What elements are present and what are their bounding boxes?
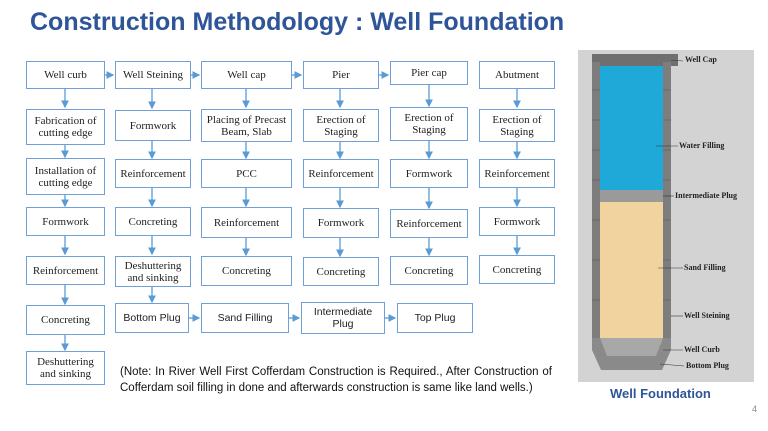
step-reinforcement: Reinforcement: [303, 159, 379, 188]
well-curb-shape: [600, 338, 663, 356]
label-well-steining: Well Steining: [684, 311, 730, 320]
step-formwork: Formwork: [303, 208, 379, 238]
well-foundation-caption: Well Foundation: [610, 386, 711, 401]
page-title: Construction Methodology : Well Foundation: [30, 8, 565, 36]
step-concreting: Concreting: [390, 256, 468, 285]
step-concreting: Concreting: [479, 255, 555, 284]
step-erection-staging: Erection of Staging: [390, 107, 468, 141]
label-well-curb: Well Curb: [684, 345, 720, 354]
step-placing-precast: Placing of Precast Beam, Slab: [201, 109, 292, 142]
water-filling-shape: [600, 66, 663, 190]
step-fabrication-cutting-edge: Fabrication of cutting edge: [26, 109, 105, 145]
step-formwork: Formwork: [115, 110, 191, 141]
step-pier-cap: Pier cap: [390, 61, 468, 85]
step-reinforcement: Reinforcement: [479, 159, 555, 188]
intermediate-plug-shape: [600, 190, 663, 202]
page-number: 4: [752, 404, 758, 414]
step-pcc: PCC: [201, 159, 292, 188]
step-reinforcement: Reinforcement: [201, 207, 292, 238]
step-installation-cutting-edge: Installation of cutting edge: [26, 158, 105, 195]
step-bottom-plug: Bottom Plug: [115, 303, 189, 333]
label-well-cap: Well Cap: [685, 55, 717, 64]
well-diagram-panel: [578, 50, 754, 382]
step-deshuttering-sinking: Deshuttering and sinking: [26, 351, 105, 385]
step-abutment: Abutment: [479, 61, 555, 89]
note-text: (Note: In River Well First Cofferdam Construction is Required., After Construction of Cofferdam soil filling in done and afterwards construction is same like land wells.): [120, 366, 552, 394]
step-erection-staging: Erection of Staging: [479, 109, 555, 142]
sand-filling-shape: [600, 202, 663, 338]
step-top-plug: Top Plug: [397, 303, 473, 333]
step-intermediate-plug: Intermediate Plug: [301, 302, 385, 334]
step-reinforcement: Reinforcement: [26, 256, 105, 285]
step-concreting: Concreting: [303, 257, 379, 286]
step-concreting: Concreting: [115, 207, 191, 236]
step-well-cap: Well cap: [201, 61, 292, 89]
well-cross-section: [578, 50, 754, 382]
step-well-steining: Well Steining: [115, 61, 191, 89]
step-erection-staging: Erection of Staging: [303, 109, 379, 142]
label-water-filling: Water Filling: [679, 141, 725, 150]
step-formwork: Formwork: [390, 159, 468, 188]
label-bottom-plug: Bottom Plug: [686, 361, 729, 370]
step-formwork: Formwork: [479, 207, 555, 236]
step-sand-filling: Sand Filling: [201, 303, 289, 333]
step-concreting: Concreting: [26, 305, 105, 335]
label-sand-filling: Sand Filling: [684, 263, 726, 272]
label-intermediate-plug: Intermediate Plug: [675, 191, 737, 200]
step-formwork: Formwork: [26, 207, 105, 236]
step-well-curb: Well curb: [26, 61, 105, 89]
step-pier: Pier: [303, 61, 379, 89]
step-reinforcement: Reinforcement: [115, 159, 191, 188]
step-deshuttering-sinking: Deshuttering and sinking: [115, 256, 191, 287]
step-reinforcement: Reinforcement: [390, 209, 468, 238]
step-concreting: Concreting: [201, 256, 292, 286]
